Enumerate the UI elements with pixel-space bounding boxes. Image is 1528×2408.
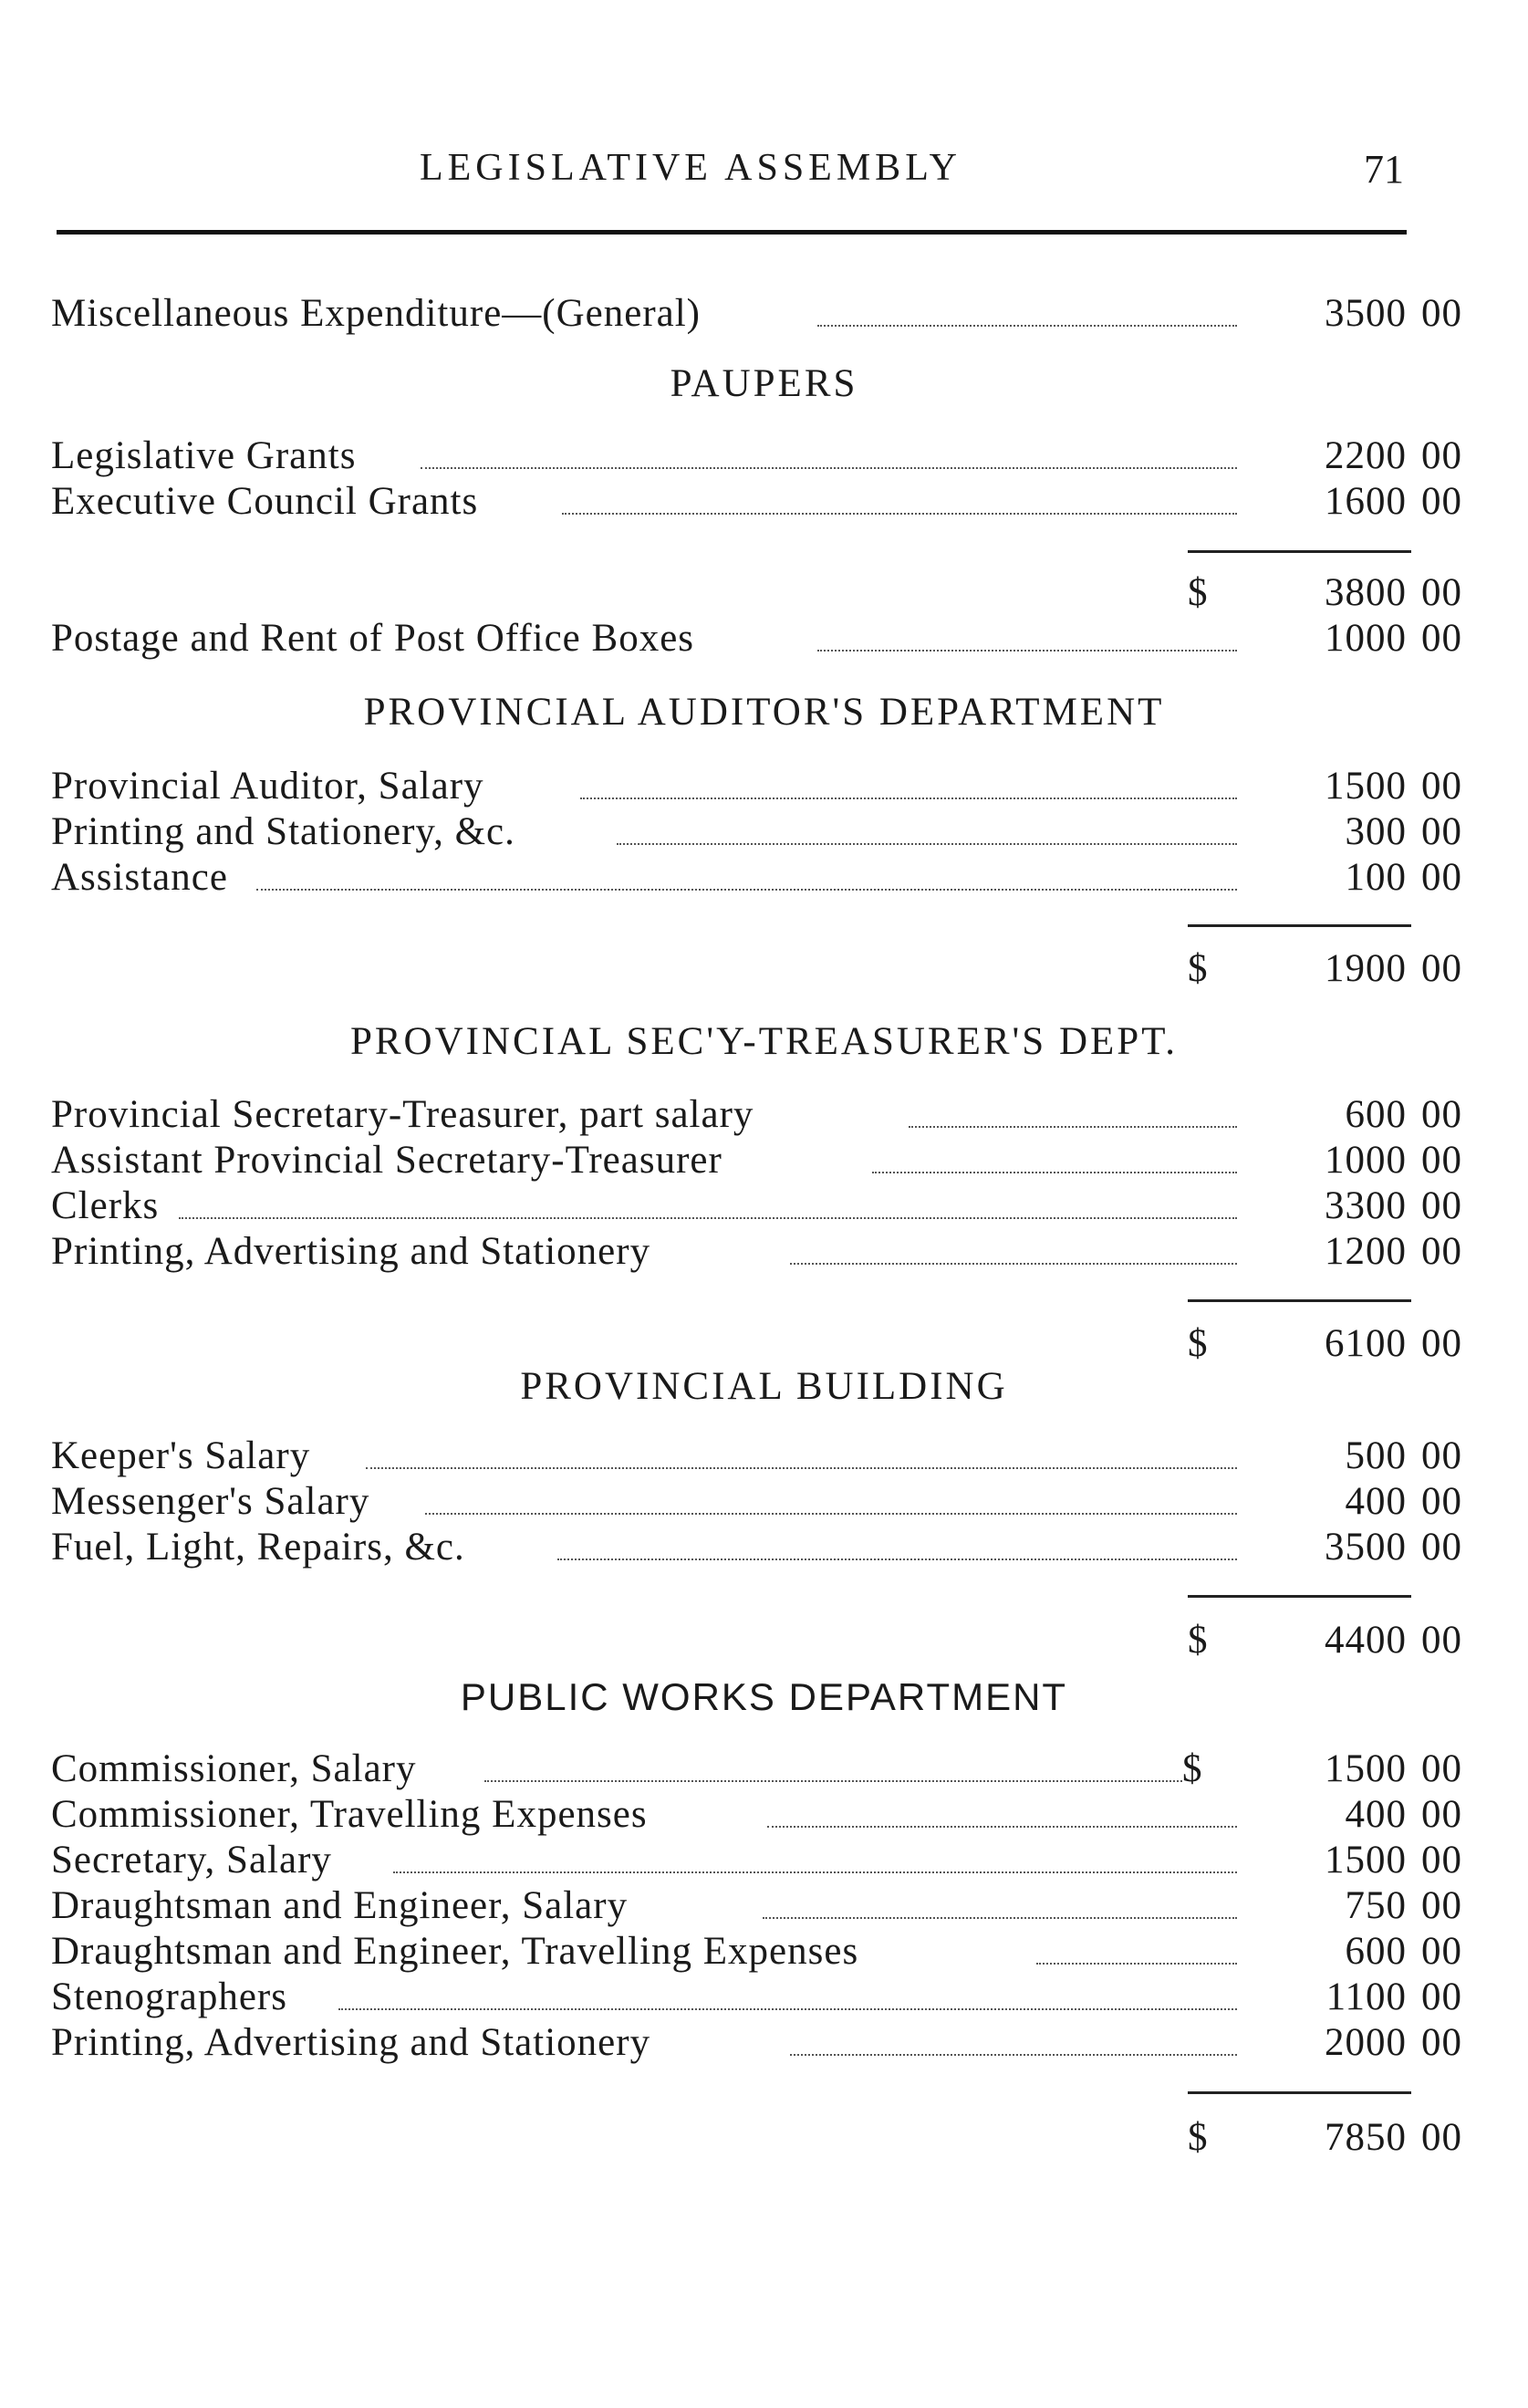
row-cents: 00 bbox=[1421, 1526, 1462, 1569]
row-label: Printing, Advertising and Stationery bbox=[51, 1230, 651, 1273]
row-cents: 00 bbox=[1421, 1793, 1462, 1836]
sum-rule bbox=[1188, 2091, 1411, 2094]
section-total-building bbox=[51, 1617, 1462, 1664]
row-cents: 00 bbox=[1421, 1839, 1462, 1882]
dot-leader bbox=[817, 650, 1237, 652]
section-total-auditor bbox=[51, 945, 1462, 993]
row-cents: 00 bbox=[1421, 1884, 1462, 1927]
row-label: Draughtsman and Engineer, Travelling Expenses bbox=[51, 1930, 859, 1973]
currency-sign: $ bbox=[1188, 2116, 1208, 2159]
sum-rule bbox=[1188, 1595, 1411, 1598]
section-heading-treasurer: PROVINCIAL SEC'Y-TREASURER'S DEPT. bbox=[349, 1020, 1179, 1063]
row-cents: 00 bbox=[1421, 1093, 1462, 1136]
ledger-row bbox=[51, 1928, 1462, 1975]
total-amount: 3800 bbox=[1325, 571, 1407, 614]
currency-sign: $ bbox=[1188, 947, 1208, 990]
dot-leader bbox=[909, 1126, 1237, 1128]
row-amount: 2200 bbox=[1325, 434, 1407, 477]
dot-leader bbox=[763, 1917, 1237, 1919]
row-amount: 600 bbox=[1345, 1930, 1407, 1973]
row-label: Legislative Grants bbox=[51, 434, 357, 477]
row-cents: 00 bbox=[1421, 1139, 1462, 1182]
currency-sign: $ bbox=[1188, 1619, 1208, 1662]
row-cents: 00 bbox=[1421, 617, 1462, 660]
ledger-row bbox=[51, 1974, 1462, 2021]
ledger-row bbox=[51, 1837, 1462, 1884]
ledger-row bbox=[51, 478, 1462, 526]
total-amount: 1900 bbox=[1325, 947, 1407, 990]
row-label: Printing, Advertising and Stationery bbox=[51, 2021, 651, 2064]
row-cents: 00 bbox=[1421, 480, 1462, 523]
row-amount: 600 bbox=[1345, 1093, 1407, 1136]
row-amount: 1200 bbox=[1325, 1230, 1407, 1273]
row-amount: 400 bbox=[1345, 1480, 1407, 1523]
ledger-row bbox=[51, 2019, 1462, 2067]
row-amount: 1600 bbox=[1325, 480, 1407, 523]
row-amount: 3300 bbox=[1325, 1184, 1407, 1227]
total-amount: 4400 bbox=[1325, 1619, 1407, 1662]
ledger-row bbox=[51, 433, 1462, 480]
ledger-row-misc bbox=[51, 290, 1462, 338]
row-label: Fuel, Light, Repairs, &c. bbox=[51, 1526, 465, 1569]
dot-leader bbox=[421, 467, 1237, 469]
row-label: Printing and Stationery, &c. bbox=[51, 810, 515, 853]
row-label: Stenographers bbox=[51, 1975, 287, 2018]
row-cents: 00 bbox=[1421, 2021, 1462, 2064]
dot-leader bbox=[790, 2054, 1237, 2056]
page-number: 71 bbox=[1364, 147, 1404, 192]
row-label: Secretary, Salary bbox=[51, 1839, 332, 1882]
dot-leader bbox=[179, 1217, 1237, 1219]
ledger-row bbox=[51, 1183, 1462, 1230]
row-label: Keeper's Salary bbox=[51, 1434, 311, 1477]
row-cents: 00 bbox=[1421, 434, 1462, 477]
section-heading-public-works: PUBLIC WORKS DEPARTMENT bbox=[460, 1675, 1068, 1718]
row-amount: 100 bbox=[1345, 856, 1407, 899]
row-amount: 3500 bbox=[1325, 1526, 1407, 1569]
ledger-row bbox=[51, 1137, 1462, 1184]
row-label: Clerks bbox=[51, 1184, 160, 1227]
section-heading-paupers: PAUPERS bbox=[670, 362, 858, 405]
dot-leader bbox=[817, 325, 1237, 327]
section-heading-auditor: PROVINCIAL AUDITOR'S DEPARTMENT bbox=[363, 691, 1165, 734]
ledger-row bbox=[51, 1433, 1462, 1480]
sum-rule bbox=[1188, 1299, 1411, 1302]
row-label: Assistant Provincial Secretary-Treasurer bbox=[51, 1139, 722, 1182]
row-amount: 3500 bbox=[1325, 292, 1407, 335]
dot-leader bbox=[562, 513, 1237, 515]
row-label: Provincial Auditor, Salary bbox=[51, 765, 484, 808]
dot-leader bbox=[393, 1871, 1237, 1873]
running-title: LEGISLATIVE ASSEMBLY bbox=[420, 147, 961, 189]
currency-sign: $ bbox=[1188, 571, 1208, 614]
row-amount: 1000 bbox=[1325, 1139, 1407, 1182]
row-cents: 00 bbox=[1421, 1975, 1462, 2018]
dot-leader bbox=[338, 2008, 1237, 2010]
row-cents: 00 bbox=[1421, 1480, 1462, 1523]
ledger-row-postage bbox=[51, 615, 1462, 662]
dot-leader bbox=[1036, 1963, 1237, 1965]
total-cents: 00 bbox=[1421, 571, 1462, 614]
dot-leader bbox=[872, 1172, 1237, 1173]
row-label: Commissioner, Travelling Expenses bbox=[51, 1793, 648, 1836]
row-amount: 1500 bbox=[1325, 1747, 1407, 1790]
row-label: Miscellaneous Expenditure—(General) bbox=[51, 292, 701, 335]
currency-sign: $ bbox=[1182, 1747, 1202, 1790]
row-amount: 1500 bbox=[1325, 765, 1407, 808]
dot-leader bbox=[484, 1780, 1182, 1782]
section-heading-building: PROVINCIAL BUILDING bbox=[520, 1365, 1008, 1408]
ledger-row bbox=[51, 763, 1462, 810]
row-cents: 00 bbox=[1421, 1930, 1462, 1973]
row-amount: 300 bbox=[1345, 810, 1407, 853]
row-cents: 00 bbox=[1421, 765, 1462, 808]
total-cents: 00 bbox=[1421, 1619, 1462, 1662]
row-label: Draughtsman and Engineer, Salary bbox=[51, 1884, 629, 1927]
ledger-row bbox=[51, 1524, 1462, 1571]
total-amount: 7850 bbox=[1325, 2116, 1407, 2159]
row-cents: 00 bbox=[1421, 1184, 1462, 1227]
row-label: Provincial Secretary-Treasurer, part salary bbox=[51, 1093, 754, 1136]
ledger-row bbox=[51, 854, 1462, 902]
dot-leader bbox=[617, 843, 1237, 845]
section-total-public-works bbox=[51, 2114, 1462, 2162]
currency-sign: $ bbox=[1188, 1322, 1208, 1365]
row-label: Assistance bbox=[51, 856, 228, 899]
row-cents: 00 bbox=[1421, 810, 1462, 853]
row-cents: 00 bbox=[1421, 1434, 1462, 1477]
section-total-paupers bbox=[51, 569, 1462, 617]
row-cents: 00 bbox=[1421, 1747, 1462, 1790]
dot-leader bbox=[256, 889, 1237, 891]
total-cents: 00 bbox=[1421, 2116, 1462, 2159]
dot-leader bbox=[767, 1826, 1237, 1828]
dot-leader bbox=[580, 797, 1237, 799]
row-label: Executive Council Grants bbox=[51, 480, 479, 523]
row-amount: 2000 bbox=[1325, 2021, 1407, 2064]
row-amount: 750 bbox=[1345, 1884, 1407, 1927]
ledger-row bbox=[51, 1228, 1462, 1276]
row-cents: 00 bbox=[1421, 292, 1462, 335]
ledger-row bbox=[51, 1882, 1462, 1930]
total-cents: 00 bbox=[1421, 1322, 1462, 1365]
ledger-row bbox=[51, 1791, 1462, 1839]
ledger-row bbox=[51, 808, 1462, 856]
section-total-treasurer bbox=[51, 1320, 1462, 1368]
row-label: Commissioner, Salary bbox=[51, 1747, 417, 1790]
dot-leader bbox=[425, 1513, 1237, 1515]
sum-rule bbox=[1188, 550, 1411, 553]
row-label: Postage and Rent of Post Office Boxes bbox=[51, 617, 695, 660]
row-amount: 1100 bbox=[1325, 1975, 1407, 2018]
total-amount: 6100 bbox=[1325, 1322, 1407, 1365]
row-cents: 00 bbox=[1421, 856, 1462, 899]
row-amount: 400 bbox=[1345, 1793, 1407, 1836]
row-amount: 1000 bbox=[1325, 617, 1407, 660]
ledger-row bbox=[51, 1746, 1462, 1793]
ledger-row bbox=[51, 1091, 1462, 1139]
dot-leader bbox=[366, 1467, 1237, 1469]
ledger-row bbox=[51, 1478, 1462, 1526]
dot-leader bbox=[790, 1263, 1237, 1265]
row-cents: 00 bbox=[1421, 1230, 1462, 1273]
row-amount: 500 bbox=[1345, 1434, 1407, 1477]
row-amount: 1500 bbox=[1325, 1839, 1407, 1882]
dot-leader bbox=[557, 1558, 1237, 1560]
total-cents: 00 bbox=[1421, 947, 1462, 990]
sum-rule bbox=[1188, 924, 1411, 927]
row-label: Messenger's Salary bbox=[51, 1480, 370, 1523]
